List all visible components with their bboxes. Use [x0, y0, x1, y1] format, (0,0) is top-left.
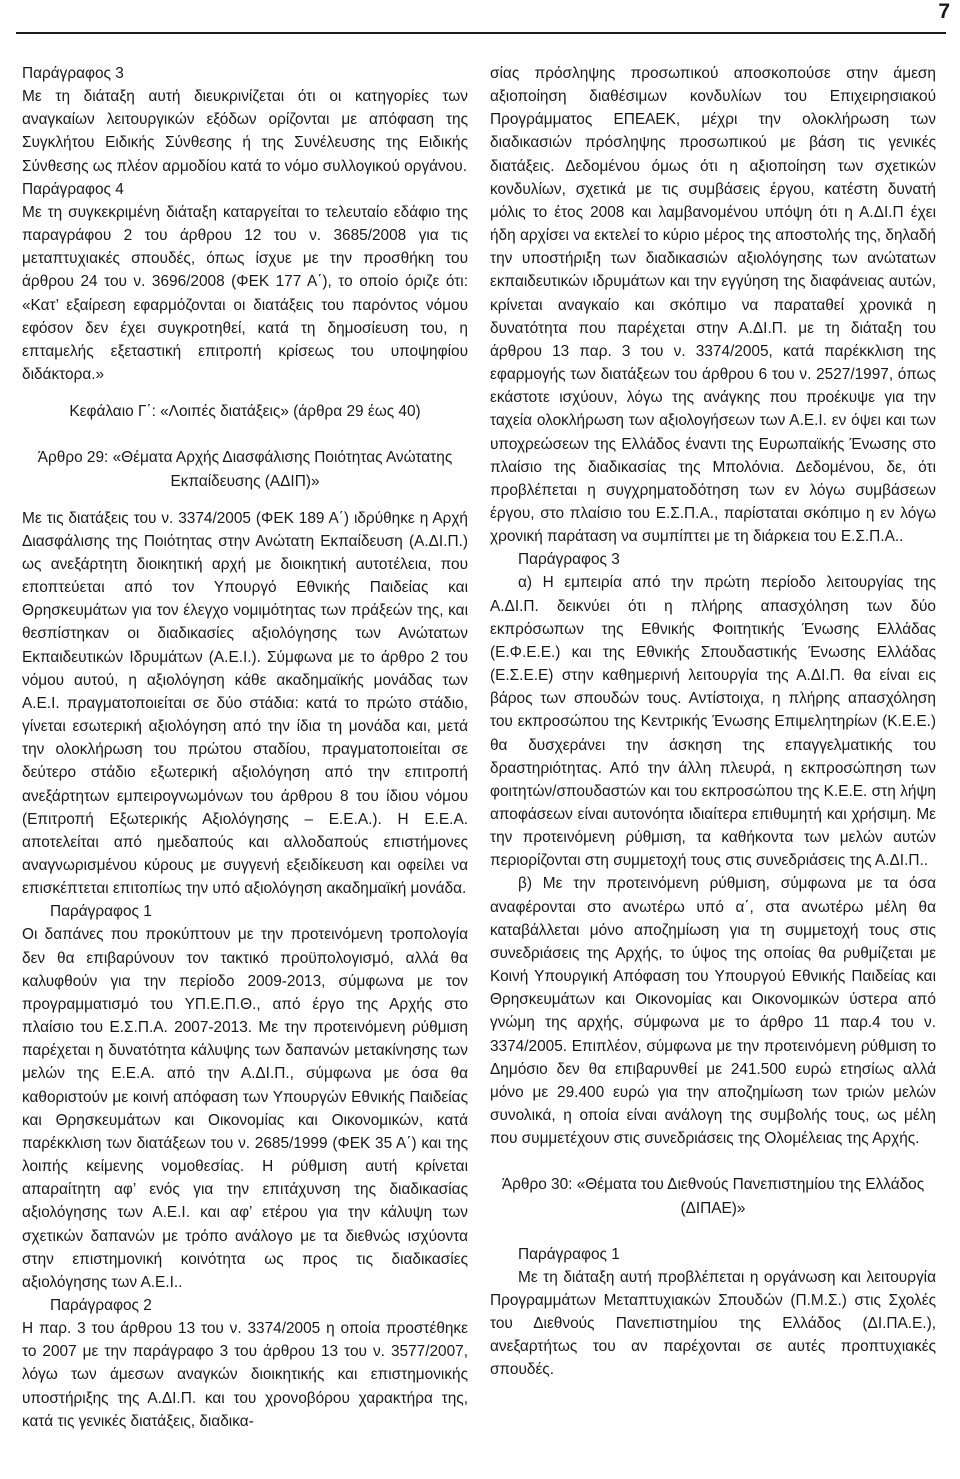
article-heading: Άρθρο 30: «Θέματα του Διεθνούς Πανεπιστημίου της Ελλάδος (ΔΙΠΑΕ)»: [501, 1176, 925, 1217]
right-column: [490, 62, 936, 1382]
paragraph: Οι δαπάνες που προκύπτουν με την προτεινόμενη τροπολογία δεν θα επιβαρύνουν τον τακτικό προϋπολογισμό, αλλά θα καλυφθούν για την περίοδο 2009-2013, σύμφωνα με τον προγραμματισμό του ΥΠ.Ε.Π.Θ., από έργο της Αρχής στο πλαίσιο του Ε.Σ.Π.Α. 2007-2013. Με την προτεινόμενη ρύθμιση παρέχεται η δυνατότητα κάλυψης των δαπανών μετακίνησης των μελών της Ε.Ε.Α. από την Α.ΔΙ.Π., σύμφωνα με όσα θα καθοριστούν με κοινή απόφαση των Υπουργών Εθνικής Παιδείας και Θρησκευμάτων και Οικονομίας και Οικονομικών, κατά παρέκκλιση των διατάξεων του ν. 2685/1999 (ΦΕΚ 35 Α΄) και της λοιπής κείμενης νομοθεσίας. Η ρύθμιση αυτή κρίνεται απαραίτητη αφ’ ενός για την επιτάχυνση της διαδικασίας αξιολόγησης των Α.Ε.Ι. και αφ’ ετέρου για την κάλυψη των σχετικών δαπανών με τρόπο ανάλογο με τα διεθνώς ισχύοντα στην επιστημονική κοινότητα ως προς τις διαδικασίες αξιολόγησης των Α.Ε.Ι..: [22, 926, 468, 1291]
paragraph: α) Η εμπειρία από την πρώτη περίοδο λειτουργίας της Α.ΔΙ.Π. δεικνύει ότι η πλήρης απασχόληση των δύο εκπρόσωπων της Εθνικής Φοιτητικής Ένωσης Ελλάδας (Ε.Φ.Ε.Ε.) και της Εθνικής Σπουδαστικής Ένωσης Ελλάδας (Ε.Σ.Ε.Ε) στην καθημερινή λειτουργία της Α.ΔΙ.Π. θα είναι εις βάρος των σπουδών τους. Αντίστοιχα, η πλήρης απασχόληση του εκπροσώπου της Κεντρικής Ένωσης Επιμελητηρίων (Κ.Ε.Ε.) θα δυσχεράνει την άσκηση της επαγγελματικής του δραστηριότητας. Από την άλλη πλευρά, η εκπροσώπηση των φοιτητών/σπουδαστών και του εκπροσώπου της Κ.Ε.Ε. στη λήψη αποφάσεων είναι αυτονόητα ιδιαίτερα επιθυμητή και χρήσιμη. Με την προτεινόμενη ρύθμιση, τα καθήκοντα των μελών αυτών περιορίζονται στη συμμετοχή τους στις συνεδριάσεις της Α.ΔΙ.Π..: [490, 574, 936, 870]
paragraph: Η παρ. 3 του άρθρου 13 του ν. 3374/2005 η οποία προστέθηκε το 2007 με την παράγραφο 3 του άρθρου 13 του ν. 3577/2007, λόγω των άμεσων αναγκών διοικητικής και επιστημονικής υποστήριξης της Α.ΔΙ.Π. και του χρονοβόρου χαρακτήρα της, κατά τις γενικές διατάξεις, διαδικα-: [22, 1320, 468, 1430]
paragraph-heading: Παράγραφος 1: [50, 903, 152, 921]
left-column: [22, 62, 468, 1433]
paragraph: σίας πρόσληψης προσωπικού αποσκοπούσε στην άμεση αξιοποίηση διαθέσιμων κονδυλίων του Επιχειρησιακού Προγράμματος ΕΠΕΑΕΚ, μέχρι την ολοκλήρωση των διαδικασιών πρόσληψης προσωπικού με βάση τις γενικές διατάξεις. Δεδομένου όμως ότι η αξιοποίηση των σχετικών κονδυλίων, σχετικά με τις συμβάσεις έργου, κατέστη δυνατή μόλις το έτος 2008 και λαμβανομένου υπόψη ότι η Α.ΔΙ.Π έχει ήδη αρχίσει να εκτελεί το κύριο μέρος της αποστολής της, δηλαδή την υποστήριξη των διαδικασιών αξιολόγησης των ανώτατων εκπαιδευτικών ιδρυμάτων και την εγγύηση της διαφάνειας αυτών, κρίνεται αναγκαίο και σκόπιμο να παραταθεί χρονικά η δυνατότητα που παρέχεται στην Α.ΔΙ.Π. με τη διάταξη του άρθρου 13 παρ. 3 του ν. 3374/2005, κατά παρέκκλιση της εφαρμογής των διατάξεων του άρθρου 6 του ν. 2527/1997, όπως εκάστοτε ισχύουν, λόγω της ανάγκης που προέκυψε για την ταχεία ολοκλήρωση των αξιολογήσεων των Α.Ε.Ι. εν όψει και των υποχρεώσεων της Ελλάδος έναντι της Ευρωπαϊκής Ένωσης στο πλαίσιο της διαδικασίας της Μπολόνια. Δεδομένου, δε, ότι προβλέπεται η συγχρηματοδότηση των εν λόγω συμβάσεων έργου, στο πλαίσιο του Ε.Σ.Π.Α., παρίσταται σκόπιμο η εν λόγω χρονική παράταση να συμπίπτει με τη διάρκεια του Ε.Σ.Π.Α..: [490, 65, 936, 546]
page-number: 7: [938, 0, 950, 23]
paragraph: Με τη συγκεκριμένη διάταξη καταργείται το τελευταίο εδάφιο της παραγράφου 2 του άρθρου 12 του ν. 3685/2008 για τις μεταπτυχιακές σπουδές, όπως ίσχυε με την προσθήκη του άρθρου 24 του ν. 3696/2008 (ΦΕΚ 177 Α΄), το οποίο όριζε ότι: «Κατ’ εξαίρεση εφαρμόζονται οι διατάξεις του παρόντος νόμου εφόσον δεν έχει συγκροτηθεί, κατά τη δημοσίευση του, η επταμελής εξεταστική επιτροπή κρίσεως του υποψηφίου διδάκτορα.»: [22, 203, 468, 384]
header-rule: [16, 32, 946, 34]
paragraph: Με τη διάταξη αυτή προβλέπεται η οργάνωση και λειτουργία Προγραμμάτων Μεταπτυχιακών Σπουδών (Π.Μ.Σ.) στις Σχολές του Διεθνούς Πανεπιστημίου της Ελλάδος (ΔΙ.ΠΑ.Ε.), ανεξαρτήτως του αν παρέχονται σε αυτές προπτυχιακές σπουδές.: [490, 1268, 936, 1379]
paragraph-heading: Παράγραφος 3: [518, 551, 620, 569]
paragraph-heading: Παράγραφος 1: [518, 1245, 620, 1263]
paragraph-heading: Παράγραφος 4: [22, 180, 124, 198]
paragraph: Με τη διάταξη αυτή διευκρινίζεται ότι οι κατηγορίες των αναγκαίων λειτουργικών εξόδων ορίζονται με απόφαση της Συγκλήτου Ειδικής Σύνθεσης ή της Συνέλευσης της Ειδικής Σύνθεσης ως πλέον αρμοδίου κατά το νόμο συλλογικού οργάνου.: [22, 88, 468, 175]
paragraph-heading: Παράγραφος 3: [22, 65, 124, 82]
paragraph: β) Με την προτεινόμενη ρύθμιση, σύμφωνα με τα όσα αναφέρονται στο ανωτέρω υπό α΄, στα ανωτέρω μέλη θα καταβάλλεται μόνο αποζημίωση για τη συμμετοχή τους στις συνεδριάσεις της Αρχής, το ύψος της οποίας θα ρυθμίζεται με Κοινή Υπουργική Απόφαση του Υπουργού Εθνικής Παιδείας και Θρησκευμάτων και Οικονομίας και Οικονομικών ύστερα από γνώμη της αρχής, σύμφωνα με το άρθρο 11 παρ.4 του ν. 3374/2005. Επιπλέον, σύμφωνα με την προτεινόμενη ρύθμιση το Δημόσιο δεν θα επιβαρυνθεί με 241.500 ευρώ ετησίως αλλά μόνο με 29.400 ευρώ για την αποζημίωση των τριών μελών συνολικά, η οποία είναι ανάλογη της συμβολής τους, ως μέλη που συμμετέχουν στις συνεδριάσεις της Ολομέλειας της Αρχής.: [490, 875, 936, 1148]
paragraph-heading: Παράγραφος 2: [50, 1296, 152, 1314]
paragraph: Με τις διατάξεις του ν. 3374/2005 (ΦΕΚ 189 Α΄) ιδρύθηκε η Αρχή Διασφάλισης της Ποιότητας στην Ανώτατη Εκπαίδευση (Α.ΔΙ.Π.) ως ανεξάρτητη διοικητική αρχή με διοικητική αυτοτέλεια, που εποπτεύεται από τον Υπουργό Εθνικής Παιδείας και Θρησκευμάτων για τον έλεγχο νομιμότητας των πράξεών της, και θεσπίστηκαν οι διαδικασίες αξιολόγησης των Ανώτατων Εκπαιδευτικών Ιδρυμάτων (Α.Ε.Ι.). Σύμφωνα με το άρθρο 2 του νόμου αυτού, η αξιολόγηση κάθε ακαδημαϊκής μονάδας των Α.Ε.Ι. πραγματοποιείται σε δύο στάδια: κατά το πρώτο στάδιο, γίνεται εσωτερική αξιολόγηση από την ίδια τη μονάδα και, μετά την ολοκλήρωση του πρώτου σταδίου, πραγματοποιείται σε δεύτερο στάδιο εξωτερική αξιολόγηση από την επιτροπή ανεξάρτητων εμπειρογνωμόνων του άρθρου 8 του ίδιου νόμου (Επιτροπή Εξωτερικής Αξιολόγησης – Ε.Ε.Α.). Η Ε.Ε.Α. αποτελείται από ημεδαπούς και αλλοδαπούς επιστήμονες αναγνωρισμένου κύρους με συγγενή εξειδίκευση και οφείλει να επισκέπτεται επιτοπίως την υπό αξιολόγηση ακαδημαϊκή μονάδα.: [22, 509, 468, 898]
chapter-heading: Κεφάλαιο Γ΄: «Λοιπές διατάξεις» (άρθρα 29 έως 40): [69, 403, 421, 421]
article-heading: Άρθρο 29: «Θέματα Αρχής Διασφάλισης Ποιότητας Ανώτατης Εκπαίδευσης (ΑΔΙΠ)»: [37, 449, 453, 490]
